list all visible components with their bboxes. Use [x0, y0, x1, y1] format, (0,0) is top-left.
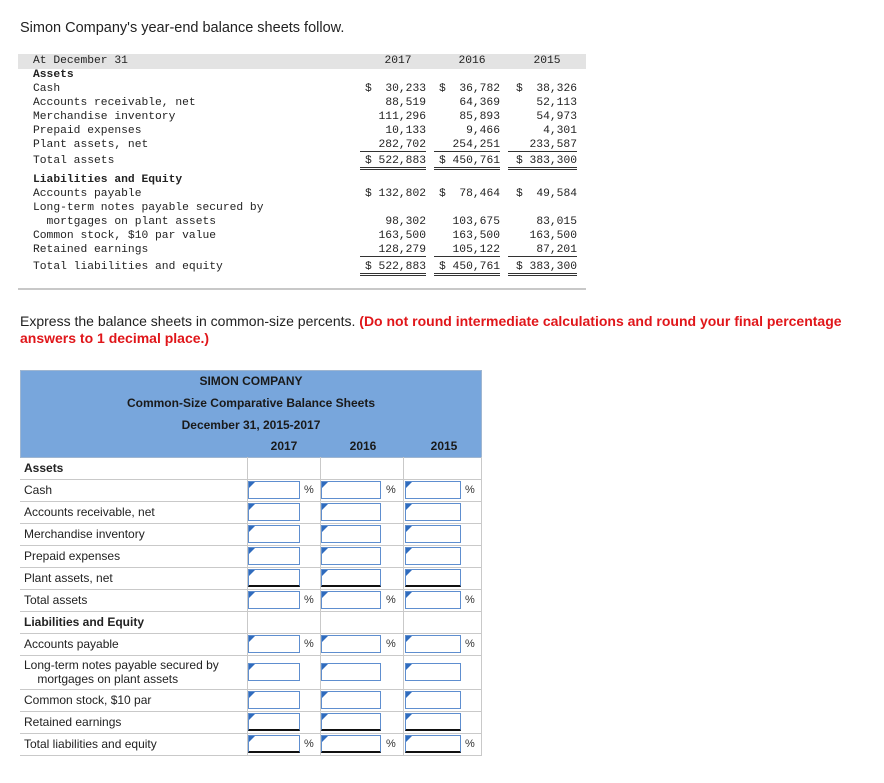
- year-2015: 2015: [533, 55, 561, 67]
- year-2017: 2017: [384, 55, 412, 67]
- grid-column-divider: [481, 457, 482, 479]
- liabilities-heading: Liabilities and Equity: [33, 174, 183, 186]
- bs-row-retained-earnings: Retained earnings 128,279 105,122 87,201: [33, 244, 577, 256]
- header-label: At December 31: [33, 55, 128, 67]
- grid-column-divider: [481, 633, 482, 655]
- grid-column-divider: [403, 545, 404, 567]
- percent-input-long-term-notes-payable-2016[interactable]: [321, 663, 381, 681]
- percent-input-cash-2015[interactable]: [405, 481, 461, 499]
- statement-title: Common-Size Comparative Balance Sheets: [126, 396, 376, 410]
- bs-row-common-stock: Common stock, $10 par value 163,500 163,500 163,500: [33, 230, 577, 242]
- grid-column-divider: [247, 457, 248, 479]
- percent-input-total-assets-2016[interactable]: [321, 591, 381, 609]
- percent-input-cash-2016[interactable]: [321, 481, 381, 499]
- grid-year-header: [20, 435, 482, 458]
- bs-row-total-liabilities-equity: Total liabilities and equity $ 522,883 $ 450,761 $ 383,300: [18, 261, 586, 275]
- percent-input-accounts-payable-2017[interactable]: [248, 635, 300, 653]
- grid-row-label: Prepaid expenses: [24, 549, 121, 563]
- grid-column-divider: [403, 655, 404, 689]
- bs-row-cash: Cash $ 30,233 $ 36,782 $ 38,326: [33, 83, 577, 95]
- grid-column-divider: [481, 479, 482, 501]
- grid-column-divider: [403, 457, 404, 479]
- grid-row-label: Plant assets, net: [24, 571, 113, 585]
- grid-row-label: Accounts receivable, net: [24, 505, 155, 519]
- percent-input-prepaid-expenses-2015[interactable]: [405, 547, 461, 565]
- grid-column-divider: [481, 655, 482, 689]
- grid-year-2016: 2016: [349, 439, 377, 453]
- percent-symbol: %: [386, 484, 396, 496]
- instruction-text: Express the balance sheets in common-size percents. (Do not round intermediate calculations and round your final percentage answers to 1 decimal place.): [20, 313, 842, 346]
- grid-row-retained-earnings: [20, 711, 482, 734]
- grid-row-accounts-receivable: [20, 501, 482, 524]
- grid-column-divider: [403, 733, 404, 755]
- statement-dates: December 31, 2015-2017: [181, 418, 321, 432]
- bs-row-prepaid: Prepaid expenses 10,133 9,466 4,301: [33, 125, 577, 137]
- percent-input-accounts-payable-2016[interactable]: [321, 635, 381, 653]
- bs-row-accounts-receivable: Accounts receivable, net 88,519 64,369 52,113: [33, 97, 577, 109]
- percent-input-accounts-receivable-2017[interactable]: [248, 503, 300, 521]
- grid-row-label: Long-term notes payable secured by mortgages on plant assets: [24, 658, 219, 686]
- percent-symbol: %: [304, 738, 314, 750]
- percent-input-plant-assets-2016[interactable]: [321, 569, 381, 587]
- percent-input-accounts-receivable-2016[interactable]: [321, 503, 381, 521]
- grid-column-divider: [481, 733, 482, 755]
- grid-year-2015: 2015: [430, 439, 458, 453]
- percent-input-common-stock-2016[interactable]: [321, 691, 381, 709]
- grid-row-label: Total assets: [24, 593, 88, 607]
- assets-heading: Assets: [33, 69, 74, 81]
- table-bottom-rule: [18, 288, 586, 290]
- grid-row-prepaid-expenses: [20, 545, 482, 568]
- grid-column-divider: [320, 457, 321, 479]
- grid-year-2017: 2017: [270, 439, 298, 453]
- rounding-instruction: (Do not round intermediate calculations and round your final percentage answers to 1 decimal place.): [20, 313, 842, 346]
- grid-row-accounts-payable: [20, 633, 482, 656]
- percent-symbol: %: [386, 738, 396, 750]
- grid-column-divider: [403, 711, 404, 733]
- percent-symbol: %: [386, 638, 396, 650]
- percent-input-merchandise-inventory-2016[interactable]: [321, 525, 381, 543]
- percent-input-merchandise-inventory-2017[interactable]: [248, 525, 300, 543]
- grid-row-long-term-notes-payable: [20, 655, 482, 690]
- percent-input-common-stock-2017[interactable]: [248, 691, 300, 709]
- percent-input-accounts-receivable-2015[interactable]: [405, 503, 461, 521]
- grid-title-box: [20, 370, 482, 437]
- bs-row-plant-assets: Plant assets, net 282,702 254,251 233,587: [33, 139, 577, 151]
- grid-row-common-stock: [20, 689, 482, 712]
- percent-input-long-term-notes-payable-2017[interactable]: [248, 663, 300, 681]
- grid-column-divider: [247, 611, 248, 633]
- grid-row-label: Assets: [24, 461, 64, 475]
- company-name: SIMON COMPANY: [199, 374, 303, 388]
- grid-column-divider: [481, 611, 482, 633]
- grid-column-divider: [481, 501, 482, 523]
- grid-column-divider: [403, 611, 404, 633]
- year-2016: 2016: [458, 55, 486, 67]
- grid-row-total-assets: [20, 589, 482, 612]
- percent-symbol: %: [465, 594, 475, 606]
- percent-input-total-liabilities-equity-2017[interactable]: [248, 735, 300, 753]
- grid-column-divider: [403, 501, 404, 523]
- grid-row-liabilities-equity-heading-row: [20, 611, 482, 634]
- grid-row-total-liabilities-equity: [20, 733, 482, 756]
- percent-input-retained-earnings-2015[interactable]: [405, 713, 461, 731]
- bs-row-accounts-payable: Accounts payable $ 132,802 $ 78,464 $ 49,584: [33, 188, 577, 200]
- grid-column-divider: [481, 711, 482, 733]
- grid-column-divider: [481, 689, 482, 711]
- grid-row-cash: [20, 479, 482, 502]
- percent-symbol: %: [304, 484, 314, 496]
- percent-input-long-term-notes-payable-2015[interactable]: [405, 663, 461, 681]
- bs-row-merchandise: Merchandise inventory 111,296 85,893 54,973: [33, 111, 577, 123]
- percent-symbol: %: [304, 594, 314, 606]
- bs-row-notes-payable-line1: Long-term notes payable secured by: [33, 202, 264, 214]
- percent-input-retained-earnings-2017[interactable]: [248, 713, 300, 731]
- bs-row-total-assets: Total assets $ 522,883 $ 450,761 $ 383,300: [18, 155, 586, 169]
- grid-column-divider: [403, 633, 404, 655]
- percent-input-plant-assets-2017[interactable]: [248, 569, 300, 587]
- grid-column-divider: [481, 567, 482, 589]
- percent-input-merchandise-inventory-2015[interactable]: [405, 525, 461, 543]
- percent-input-common-stock-2015[interactable]: [405, 691, 461, 709]
- grid-row-assets-heading-row: [20, 457, 482, 480]
- percent-symbol: %: [465, 484, 475, 496]
- grid-row-label: Common stock, $10 par: [24, 693, 152, 707]
- grid-row-label: Merchandise inventory: [24, 527, 145, 541]
- grid-column-divider: [481, 523, 482, 545]
- percent-symbol: %: [304, 638, 314, 650]
- grid-column-divider: [403, 689, 404, 711]
- percent-symbol: %: [465, 738, 475, 750]
- percent-input-total-liabilities-equity-2015[interactable]: [405, 735, 461, 753]
- grid-row-label: Retained earnings: [24, 715, 122, 729]
- grid-column-divider: [403, 523, 404, 545]
- percent-input-retained-earnings-2016[interactable]: [321, 713, 381, 731]
- grid-row-plant-assets: [20, 567, 482, 590]
- percent-input-plant-assets-2015[interactable]: [405, 569, 461, 587]
- balance-sheet-header: [18, 54, 586, 69]
- percent-input-prepaid-expenses-2016[interactable]: [321, 547, 381, 565]
- percent-input-accounts-payable-2015[interactable]: [405, 635, 461, 653]
- intro-text: Simon Company's year-end balance sheets follow.: [20, 20, 345, 36]
- grid-row-label: Accounts payable: [24, 637, 119, 651]
- grid-column-divider: [481, 589, 482, 611]
- grid-row-merchandise-inventory: [20, 523, 482, 546]
- percent-input-prepaid-expenses-2017[interactable]: [248, 547, 300, 565]
- percent-input-total-liabilities-equity-2016[interactable]: [321, 735, 381, 753]
- percent-input-cash-2017[interactable]: [248, 481, 300, 499]
- grid-row-label: Total liabilities and equity: [24, 737, 157, 751]
- grid-column-divider: [403, 567, 404, 589]
- grid-column-divider: [403, 589, 404, 611]
- bs-row-notes-payable: mortgages on plant assets 98,302 103,675 83,015: [33, 216, 577, 228]
- grid-column-divider: [403, 479, 404, 501]
- percent-input-total-assets-2015[interactable]: [405, 591, 461, 609]
- percent-input-total-assets-2017[interactable]: [248, 591, 300, 609]
- grid-column-divider: [481, 545, 482, 567]
- grid-column-divider: [320, 611, 321, 633]
- grid-row-label: Liabilities and Equity: [24, 615, 145, 629]
- percent-symbol: %: [386, 594, 396, 606]
- percent-symbol: %: [465, 638, 475, 650]
- grid-row-label: Cash: [24, 483, 53, 497]
